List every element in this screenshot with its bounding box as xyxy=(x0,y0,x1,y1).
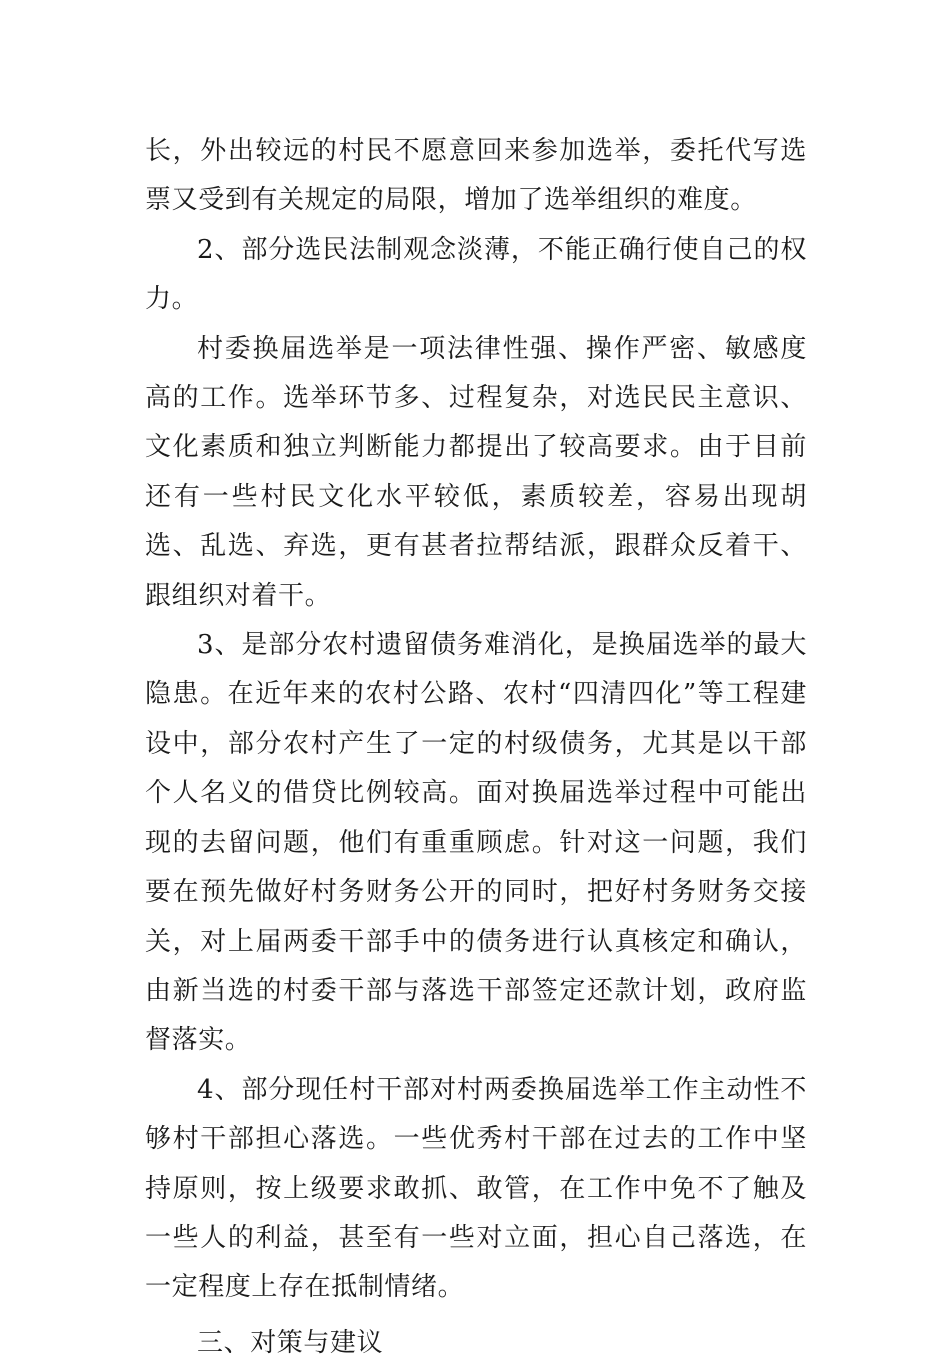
paragraph-point-3: 3、是部分农村遗留债务难消化，是换届选举的最大隐患。在近年来的农村公路、农村“四清四化”等工程建设中，部分农村产生了一定的村级债务，尤其是以干部个人名义的借贷比例较高。面对换届选举过程中可能出现的去留问题，他们有重重顾虑。针对这一问题，我们要在预先做好村务财务公开的同时，把好村务财务交接关，对上届两委干部手中的债务进行认真核定和确认，由新当选的村委干部与落选干部签定还款计划，政府监督落实。 xyxy=(145,630,807,1056)
section-heading-countermeasures: 三、对策与建议 xyxy=(197,1327,384,1358)
paragraph-point-2-heading: 2、部分选民法制观念淡薄，不能正确行使自己的权力。 xyxy=(145,234,807,315)
document-body xyxy=(145,127,807,1368)
paragraph-continuation: 长，外出较远的村民不愿意回来参加选举，委托代写选票又受到有关规定的局限，增加了选举组织的难度。 xyxy=(145,136,807,216)
paragraph-point-4: 4、部分现任村干部对村两委换届选举工作主动性不够村干部担心落选。一些优秀村干部在过去的工作中坚持原则，按上级要求敢抓、敢管，在工作中免不了触及一些人的利益，甚至有一些对立面，担心自己落选，在一定程度上存在抵制情绪。 xyxy=(145,1074,807,1303)
paragraph-point-2-body: 村委换届选举是一项法律性强、操作严密、敏感度高的工作。选举环节多、过程复杂，对选民民主意识、文化素质和独立判断能力都提出了较高要求。由于目前还有一些村民文化水平较低，素质较差，容易出现胡选、乱选、弃选，更有甚者拉帮结派，跟群众反着干、跟组织对着干。 xyxy=(145,333,807,611)
